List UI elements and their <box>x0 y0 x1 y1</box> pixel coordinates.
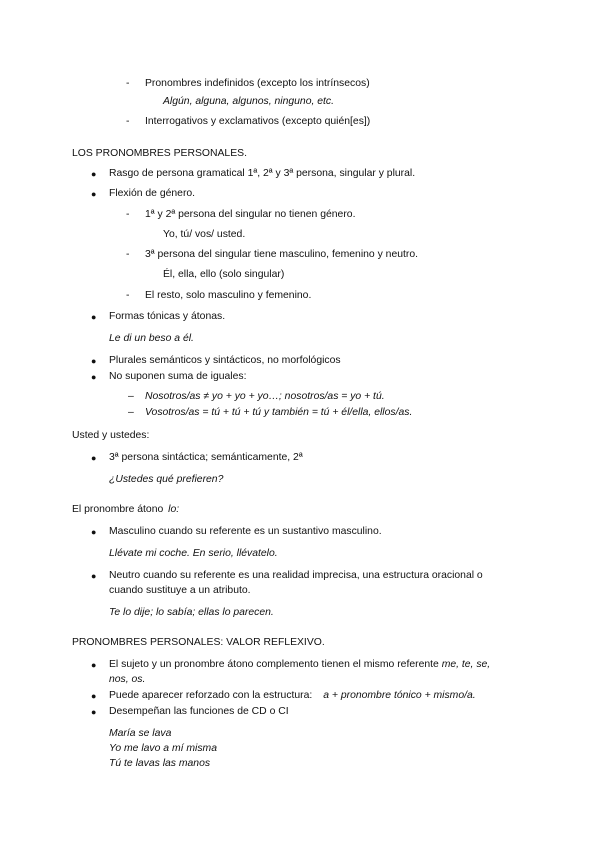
bullet-marker: ● <box>91 189 97 199</box>
bullet-formas-tonicas: Formas tónicas y átonas. <box>109 311 226 322</box>
bullet-marker: ● <box>91 527 97 537</box>
bullet-marker: ● <box>91 707 97 717</box>
example-ustedes: ¿Ustedes qué prefieren? <box>109 474 224 485</box>
example-le-di: Le di un beso a él. <box>109 333 194 344</box>
section-heading-usted: Usted y ustedes: <box>72 430 150 441</box>
sub-item-nosotros: Nosotros/as ≠ yo + yo + yo…; nosotros/as = yo + tú. <box>145 391 385 402</box>
bullet-suma-iguales: No suponen suma de iguales: <box>109 371 247 382</box>
example-maria: María se lava <box>109 728 172 739</box>
dash-marker: - <box>126 78 130 89</box>
bullet-marker: ● <box>91 372 97 382</box>
sub-item-resto: El resto, solo masculino y femenino. <box>145 290 312 301</box>
bullet-marker: ● <box>91 356 97 366</box>
dash-marker: - <box>126 209 130 220</box>
bullet-rasgo-persona: Rasgo de persona gramatical 1ª, 2ª y 3ª persona, singular y plural. <box>109 168 416 179</box>
heading-lo-word: lo: <box>168 504 180 515</box>
section-heading-lo <box>72 503 179 517</box>
bullet-neutro-line1: Neutro cuando su referente es una realidad imprecisa, una estructura oracional o <box>109 570 483 581</box>
dash-marker: - <box>126 116 130 127</box>
bullet-sujeto-italic: me, te, se, <box>441 659 491 670</box>
bullet-marker: ● <box>91 571 97 581</box>
bullet-reforzado-italic: a + pronombre tónico + mismo/a. <box>323 690 476 701</box>
endash-marker: – <box>128 391 134 402</box>
example-tu-te-lavas: Tú te lavas las manos <box>109 758 211 769</box>
section-heading-personales: LOS PRONOMBRES PERSONALES. <box>72 148 247 159</box>
sub-item-1-2-persona: 1ª y 2ª persona del singular no tienen género. <box>145 209 356 220</box>
sub-item-3-persona: 3ª persona del singular tiene masculino, femenino y neutro. <box>145 249 419 260</box>
bullet-flexion-genero: Flexión de género. <box>109 188 196 199</box>
heading-text: El pronombre átono <box>72 504 164 515</box>
example-indefinidos: Algún, alguna, algunos, ninguno, etc. <box>163 96 334 107</box>
sub-item-vosotros: Vosotros/as = tú + tú + tú y también = tú + él/ella, ellos/as. <box>145 407 413 418</box>
section-heading-reflexivo: PRONOMBRES PERSONALES: VALOR REFLEXIVO. <box>72 637 325 648</box>
bullet-marker: ● <box>91 169 97 179</box>
example-te-lo-dije: Te lo dije; lo sabía; ellas lo parecen. <box>109 607 274 618</box>
dash-marker: - <box>126 249 130 260</box>
dash-marker: - <box>126 290 130 301</box>
bullet-sujeto-line2: nos, os. <box>109 674 146 685</box>
bullet-marker: ● <box>91 453 97 463</box>
example-el-ella: Él, ella, ello (solo singular) <box>163 269 285 280</box>
example-yo-tu: Yo, tú/ vos/ usted. <box>163 229 246 240</box>
bullet-marker: ● <box>91 312 97 322</box>
bullet-masculino: Masculino cuando su referente es un sustantivo masculino. <box>109 526 382 537</box>
bullet-plurales: Plurales semánticos y sintácticos, no morfológicos <box>109 355 341 366</box>
example-llevate: Llévate mi coche. En serio, llévatelo. <box>109 548 278 559</box>
bullet-marker: ● <box>91 691 97 701</box>
bullet-3-persona-sintactica: 3ª persona sintáctica; semánticamente, 2ª <box>109 452 303 463</box>
list-item-interrogativos: Interrogativos y exclamativos (excepto quién[es]) <box>145 116 371 127</box>
bullet-sujeto-text: El sujeto y un pronombre átono complemento tienen el mismo referente <box>109 659 439 670</box>
endash-marker: – <box>128 407 134 418</box>
bullet-sujeto-pronombre <box>109 658 490 672</box>
bullet-reforzado <box>109 689 476 703</box>
bullet-marker: ● <box>91 660 97 670</box>
bullet-neutro-line2: cuando sustituye a un atributo. <box>109 585 251 596</box>
list-item-indefinidos: Pronombres indefinidos (excepto los intrínsecos) <box>145 78 370 89</box>
bullet-funciones: Desempeñan las funciones de CD o CI <box>109 706 289 717</box>
example-yo-me-lavo: Yo me lavo a mí misma <box>109 743 217 754</box>
bullet-reforzado-text: Puede aparecer reforzado con la estructura: <box>109 690 313 701</box>
